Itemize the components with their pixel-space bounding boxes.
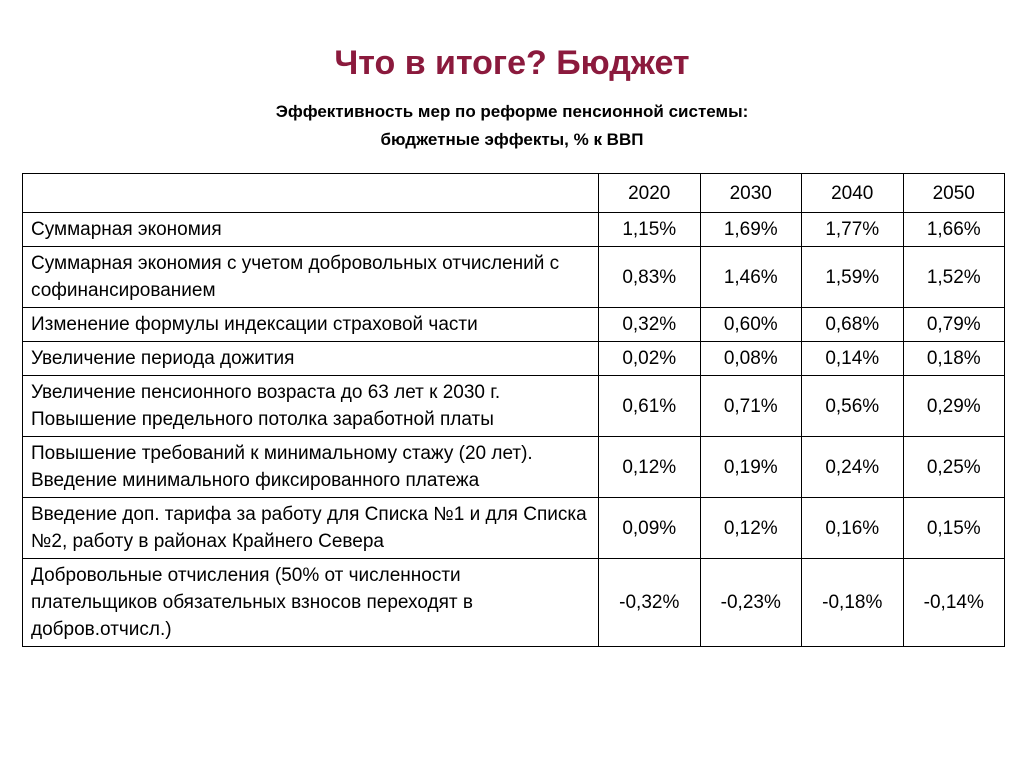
- page-title: Что в итоге? Бюджет: [334, 44, 690, 82]
- cell-value: 0,09%: [599, 498, 701, 559]
- cell-value: 0,12%: [599, 437, 701, 498]
- column-header: 2040: [802, 174, 904, 213]
- cell-value: -0,23%: [700, 559, 802, 647]
- row-label: Увеличение пенсионного возраста до 63 лет к 2030 г. Повышение предельного потолка заработной платы: [23, 376, 599, 437]
- column-header: 2020: [599, 174, 701, 213]
- cell-value: 0,56%: [802, 376, 904, 437]
- cell-value: 0,12%: [700, 498, 802, 559]
- cell-value: 0,79%: [903, 308, 1005, 342]
- column-header: 2050: [903, 174, 1005, 213]
- cell-value: -0,18%: [802, 559, 904, 647]
- table-row: [23, 376, 1005, 437]
- row-label: Суммарная экономия: [23, 213, 599, 247]
- cell-value: 0,29%: [903, 376, 1005, 437]
- cell-value: 0,61%: [599, 376, 701, 437]
- cell-value: 0,15%: [903, 498, 1005, 559]
- cell-value: 0,32%: [599, 308, 701, 342]
- row-label: Увеличение периода дожития: [23, 342, 599, 376]
- cell-value: 0,83%: [599, 247, 701, 308]
- table-row: [23, 342, 1005, 376]
- budget-effects-table: [22, 173, 1005, 647]
- table-header-row: [23, 174, 1005, 213]
- cell-value: 0,25%: [903, 437, 1005, 498]
- cell-value: 1,46%: [700, 247, 802, 308]
- subtitle-line-2: бюджетные эффекты, % к ВВП: [380, 130, 644, 149]
- subtitle: [0, 98, 1024, 154]
- table-row: [23, 559, 1005, 647]
- table-row: [23, 247, 1005, 308]
- row-label: Суммарная экономия с учетом добровольных отчислений с софинансированием: [23, 247, 599, 308]
- cell-value: 0,71%: [700, 376, 802, 437]
- subtitle-line-1: Эффективность мер по реформе пенсионной системы:: [275, 102, 749, 121]
- cell-value: -0,32%: [599, 559, 701, 647]
- cell-value: 0,16%: [802, 498, 904, 559]
- cell-value: 0,14%: [802, 342, 904, 376]
- column-header: 2030: [700, 174, 802, 213]
- table-row: [23, 213, 1005, 247]
- table-row: [23, 498, 1005, 559]
- cell-value: 0,68%: [802, 308, 904, 342]
- row-label: Добровольные отчисления (50% от численности плательщиков обязательных взносов переходят в добров.отчисл.): [23, 559, 599, 647]
- cell-value: 1,52%: [903, 247, 1005, 308]
- table-corner-cell: [23, 174, 599, 213]
- cell-value: 1,59%: [802, 247, 904, 308]
- cell-value: 1,15%: [599, 213, 701, 247]
- row-label: Введение доп. тарифа за работу для Списка №1 и для Списка №2, работу в районах Крайнего Севера: [23, 498, 599, 559]
- row-label: Изменение формулы индексации страховой части: [23, 308, 599, 342]
- table-row: [23, 308, 1005, 342]
- cell-value: 1,77%: [802, 213, 904, 247]
- cell-value: 0,19%: [700, 437, 802, 498]
- table-row: [23, 437, 1005, 498]
- cell-value: 1,66%: [903, 213, 1005, 247]
- cell-value: 1,69%: [700, 213, 802, 247]
- cell-value: 0,24%: [802, 437, 904, 498]
- cell-value: 0,18%: [903, 342, 1005, 376]
- cell-value: 0,02%: [599, 342, 701, 376]
- cell-value: 0,60%: [700, 308, 802, 342]
- cell-value: -0,14%: [903, 559, 1005, 647]
- row-label: Повышение требований к минимальному стажу (20 лет). Введение минимального фиксированного платежа: [23, 437, 599, 498]
- cell-value: 0,08%: [700, 342, 802, 376]
